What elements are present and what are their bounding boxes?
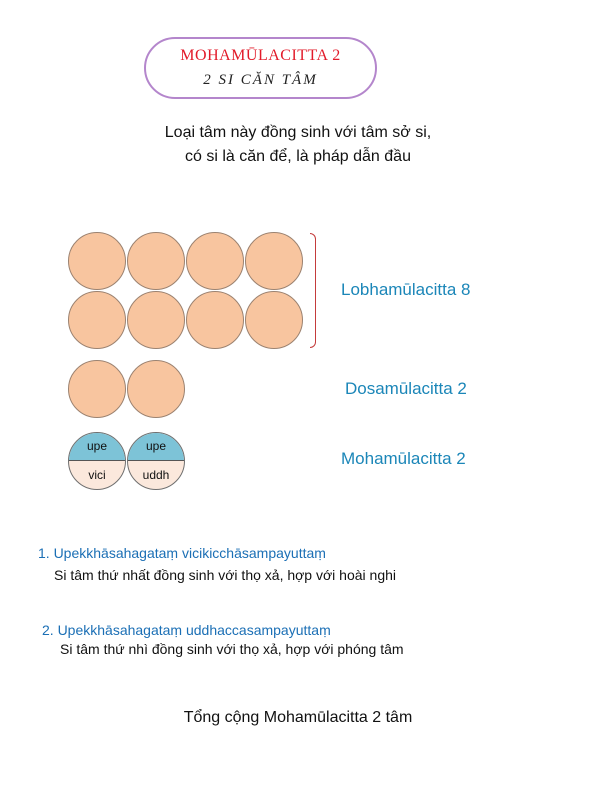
- intro-line-1: Loại tâm này đồng sinh với tâm sở si,: [164, 124, 432, 141]
- moha-circle-top-label: upe: [145, 439, 167, 453]
- item-1-title: 1. Upekkhāsahagataṃ vicikicchāsampayuttaṃ: [38, 545, 326, 561]
- item-2-title: 2. Upekkhāsahagataṃ uddhaccasampayuttaṃ: [42, 622, 331, 638]
- moha-label: Mohamūlacitta 2: [341, 449, 466, 468]
- moha-circle-vici: [68, 432, 126, 490]
- lobha-circle: [127, 291, 185, 349]
- lobha-circle: [127, 232, 185, 290]
- moha-circle-top-label: upe: [86, 439, 108, 453]
- page-title: MOHAMŪLACITTA 2: [180, 47, 341, 64]
- lobha-circle: [245, 291, 303, 349]
- lobha-label: Lobhamūlacitta 8: [341, 280, 471, 299]
- moha-circle-bottom-label: vici: [88, 468, 106, 482]
- lobha-bracket: [310, 233, 316, 348]
- moha-circle-uddh: [127, 432, 185, 490]
- lobha-circle: [186, 232, 244, 290]
- title-box: [144, 37, 377, 99]
- dosa-circle: [127, 360, 185, 418]
- lobha-circle: [186, 291, 244, 349]
- total-summary: Tổng cộng Mohamūlacitta 2 tâm: [183, 709, 413, 726]
- item-2-description: Si tâm thứ nhì đồng sinh với thọ xả, hợp với phóng tâm: [60, 641, 404, 657]
- item-1-description: Si tâm thứ nhất đồng sinh với thọ xả, hợp với hoài nghi: [54, 567, 396, 583]
- page-subtitle: 2 SI CĂN TÂM: [203, 72, 318, 88]
- lobha-circle: [68, 232, 126, 290]
- intro-line-2: có si là căn để, là pháp dẫn đầu: [185, 148, 411, 165]
- lobha-circle: [68, 291, 126, 349]
- dosa-label: Dosamūlacitta 2: [345, 379, 467, 398]
- moha-circle-bottom-label: uddh: [142, 468, 170, 482]
- lobha-circle: [245, 232, 303, 290]
- dosa-circle: [68, 360, 126, 418]
